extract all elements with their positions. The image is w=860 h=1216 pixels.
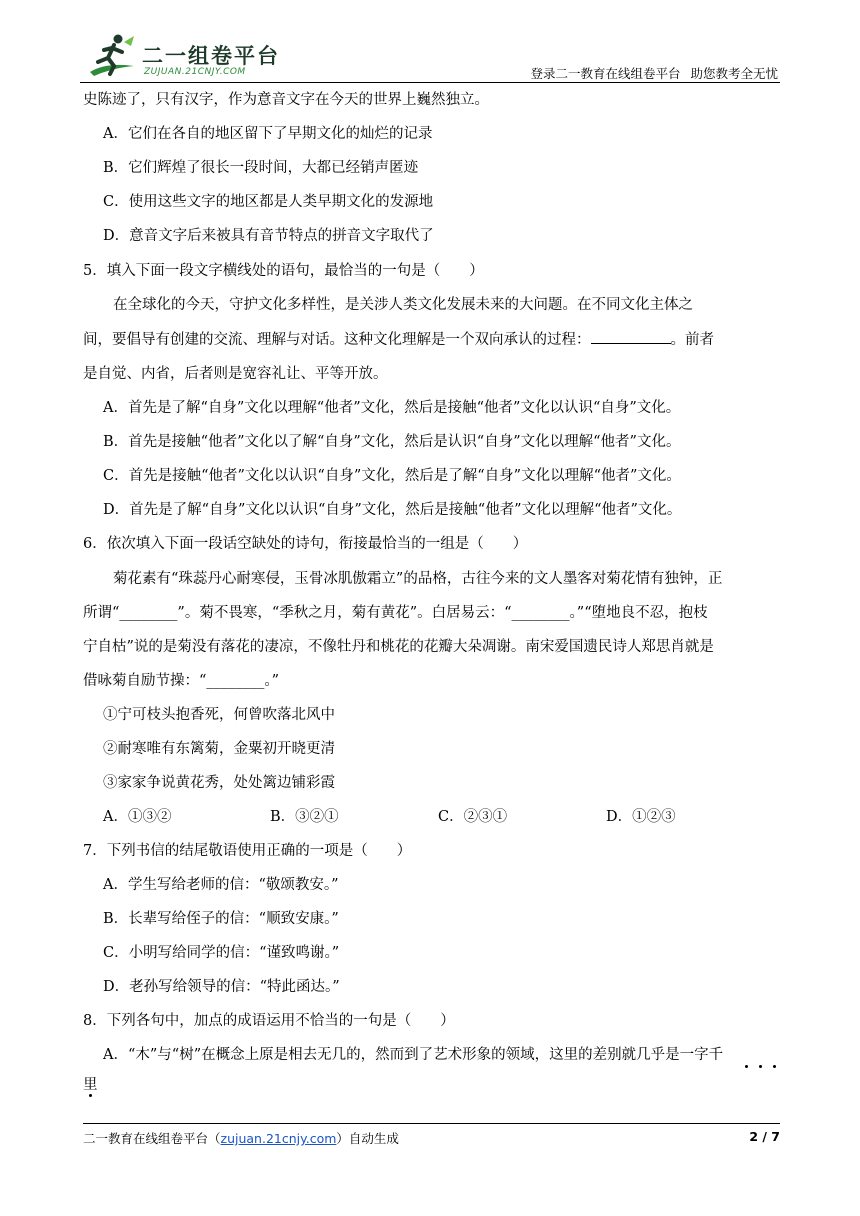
slogan-login[interactable]: 登录二一教育在线组卷平台: [530, 66, 681, 81]
option-line: A．首先是了解“自身”文化以理解“他者”文化，然后是接触“他者”文化以认识“自身”文化。: [103, 400, 681, 416]
text-segment: A．“木”与“树”在概念上原是相去无几的，然而到了艺术形象的领域，这里的差别就几乎是: [103, 1047, 680, 1063]
logo-subtitle: ZUJUAN.21CNJY.COM: [144, 67, 246, 77]
q6-option-b: B．③②①: [270, 809, 339, 825]
text-line: 在全球化的今天，守护文化多样性，是关涉人类文化发展未来的大问题。在不同文化主体之: [113, 297, 693, 313]
text-line: 所谓“________”。菊不畏寒，“季秋之月，菊有黄花”。白居易云：“________。”“堕地良不忍，抱枝: [83, 605, 708, 621]
question-7-stem: 7．下列书信的结尾敬语使用正确的一项是（ ）: [83, 843, 412, 859]
emphasis-dot: [773, 1065, 776, 1068]
question-8-stem: 8．下列各句中，加点的成语运用不恰当的一句是（ ）: [83, 1013, 455, 1029]
option-line: C．小明写给同学的信：“谨致鸣谢。”: [103, 945, 340, 961]
logo-title: 二一组卷平台: [142, 44, 280, 68]
poem-line: ③家家争说黄花秀，处处篱边铺彩霞: [103, 775, 335, 791]
question-6-stem: 6．依次填入下面一段话空缺处的诗句，衔接最恰当的一组是（ ）: [83, 536, 528, 552]
text-line: [83, 328, 714, 349]
text-line: 里: [83, 1077, 98, 1093]
poem-line: ②耐寒唯有东篱菊，金粟初开晓更清: [103, 741, 335, 757]
q6-option-d: D．①②③: [606, 809, 676, 825]
running-figure-icon: [84, 32, 140, 80]
emphasis-dot: [759, 1065, 762, 1068]
text-line: 宁自枯”说的是菊没有落花的凄凉，不像牡丹和桃花的花瓣大朵凋谢。南宋爱国遗民诗人郑思肖就是: [83, 639, 714, 655]
option-line: A．学生写给老师的信：“敬颂教安。”: [103, 877, 339, 893]
page-header: [80, 30, 780, 83]
answer-blank: [591, 331, 671, 344]
poem-line: ①宁可枝头抱香死，何曾吹落北风中: [103, 707, 335, 723]
text-segment: 。前者: [670, 332, 714, 348]
q6-option-c: C．②③①: [438, 809, 508, 825]
text-line: 借咏菊自励节操：“________。”: [83, 673, 280, 689]
option-line: B．它们辉煌了很长一段时间，大都已经销声匿迹: [103, 160, 419, 176]
option-line: C．首先是接触“他者”文化以认识“自身”文化，然后是了解“自身”文化以理解“他者”文化。: [103, 468, 681, 484]
q6-option-a: A．①③②: [103, 809, 172, 825]
option-line: B．首先是接触“他者”文化以了解“自身”文化，然后是认识“自身”文化以理解“他者”文化。: [103, 434, 681, 450]
footer-prefix: 二一教育在线组卷平台（: [83, 1131, 221, 1146]
footer-suffix: ）自动生成: [336, 1131, 399, 1146]
text-line: 是自觉、内省，后者则是宽容礼让、平等开放。: [83, 366, 388, 382]
dotted-idiom: [680, 1047, 724, 1063]
idiom-text: 一字千: [679, 1047, 724, 1063]
option-line: D．意音文字后来被具有音节特点的拼音文字取代了: [103, 228, 434, 244]
slogan-tagline: 助您教考全无忧: [690, 66, 778, 81]
option-line: A．它们在各自的地区留下了早期文化的灿烂的记录: [103, 126, 433, 142]
option-line: [103, 1043, 723, 1064]
text-line: 史陈迹了，只有汉字，作为意音文字在今天的世界上巍然独立。: [83, 92, 489, 108]
text-line: 菊花素有“珠蕊丹心耐寒侵，玉骨冰肌傲霜立”的品格，古往今来的文人墨客对菊花情有独钟，正: [113, 571, 723, 587]
option-line: D．老孙写给领导的信：“特此函达。”: [103, 979, 340, 995]
header-slogan: [520, 64, 778, 82]
emphasis-dot: [89, 1094, 92, 1097]
site-logo[interactable]: [84, 32, 284, 80]
page-footer: [83, 1123, 780, 1154]
question-5-stem: 5．填入下面一段文字横线处的语句，最恰当的一句是（ ）: [83, 263, 484, 279]
text-segment: 间，要倡导有创建的交流、理解与对话。这种文化理解是一个双向承认的过程：: [83, 332, 591, 348]
option-line: C．使用这些文字的地区都是人类早期文化的发源地: [103, 194, 434, 210]
option-line: B．长辈写给侄子的信：“顺致安康。”: [103, 911, 339, 927]
footer-link[interactable]: zujuan.21cnjy.com: [220, 1131, 337, 1146]
emphasis-dot: [745, 1065, 748, 1068]
option-line: D．首先是了解“自身”文化以认识“自身”文化，然后是接触“他者”文化以理解“他者”文化。: [103, 502, 682, 518]
footer-source: [83, 1129, 399, 1147]
page-number: 2 / 7: [749, 1129, 780, 1144]
